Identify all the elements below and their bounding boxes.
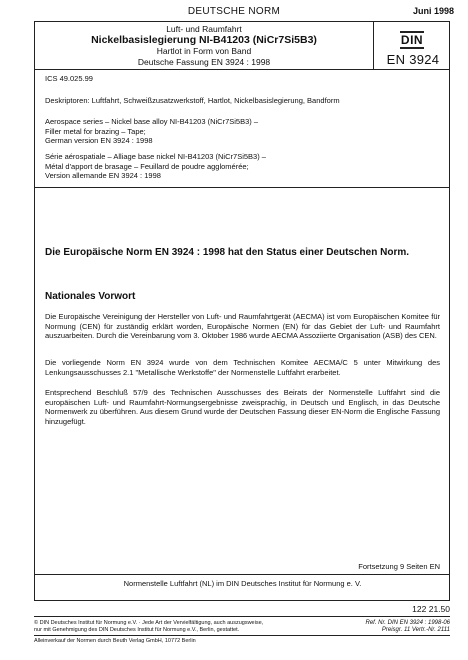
document-title: Nickelbasislegierung NI-B41203 (NiCr7Si5B3) — [91, 34, 317, 46]
document-subtitle: Hartlot in Form von Band — [156, 46, 252, 56]
foreword-title: Nationales Vorwort — [45, 291, 136, 302]
copyright-line: nur mit Genehmigung des DIN Deutsches Institut für Normung e.V., Berlin, gestattet. — [34, 627, 240, 633]
english-title — [45, 117, 440, 146]
descriptors: Deskriptoren: Luftfahrt, Schweißzusatzwerkstoff, Hartlot, Nickelbasislegierung, Bandform — [45, 96, 340, 105]
din-logo-text: DIN — [400, 33, 424, 47]
foreword-paragraph-1: Die Europäische Vereinigung der Hersteller von Luft- und Raumfahrtgerät (AECMA) ist vom Europäischen Komitee für Normung (CEN) für zuständig erklärt worden, Europäische Normen (EN) für das Gebiet der Luft- und Raumfahrt auszuarbeiten. Durch die Vereinbarung vom 3. Oktober 1986 wurde AECMA Assoziierte Organisation (ASB) des CEN. — [45, 312, 440, 341]
status-statement: Die Europäische Norm EN 3924 : 1998 hat den Status einer Deutschen Norm. — [45, 247, 410, 258]
copyright-line: © DIN Deutsches Institut für Normung e.V. · Jede Art der Vervielfältigung, auch auszugsweise, — [34, 620, 264, 626]
reference-block — [366, 620, 450, 634]
subject-line: Luft- und Raumfahrt — [166, 24, 242, 34]
english-line: Aerospace series – Nickel base alloy NI-B41203 (NiCr7Si5B3) – — [45, 117, 259, 126]
french-line: Version allemande EN 3924 : 1998 — [45, 171, 161, 181]
foreword-paragraph-3: Entsprechend Beschluß 57/9 des Technischen Ausschusses des Beirats der Normenstelle Luftfahrt sind die europäischen Luft- und Raumfahrt-Normungsergebnisse zweisprachig, in Deutsch und Englisch, in das Deutsche Normenwerk zu überführen. Aus diesem Grund wurde der Deutschen Fassung dieser EN-Norm die Englische Fassung hinzugefügt. — [45, 388, 440, 426]
bottom-rule — [34, 616, 450, 617]
continuation-note: Fortsetzung 9 Seiten EN — [358, 562, 440, 571]
foreword-paragraph-2: Die vorliegende Norm EN 3924 wurde von dem Technischen Komitee AECMA/C 5 unter Mitwirkung des Lenkungsausschusses 2.1 "Metallische Werkstoffe" der Normenstelle Luftfahrt erarbeitet. — [45, 358, 440, 377]
header-rule — [35, 69, 449, 70]
footer-rule — [35, 574, 449, 575]
standard-number: EN 3924 — [386, 52, 440, 67]
header-titles — [35, 24, 373, 68]
french-line: Série aérospatiale – Alliage base nickel NI-B41203 (NiCr7Si5B3) – — [45, 152, 266, 161]
price-group-code: 122 21.50 — [412, 604, 450, 614]
document-frame — [34, 21, 450, 601]
distribution-note: Alleinverkauf der Normen durch Beuth Verlag GmbH, 10772 Berlin — [34, 635, 450, 645]
standard-type: DEUTSCHE NORM — [187, 6, 281, 17]
copyright-notice — [34, 620, 294, 634]
din-logo — [373, 31, 451, 49]
french-line: Métal d'apport de brasage – Feuillard de poudre agglomérée; — [45, 161, 249, 171]
issue-date: Juni 1998 — [412, 6, 454, 16]
reference-number: Ref. Nr. DIN EN 3924 : 1998-06 — [365, 620, 450, 626]
english-line: Filler metal for brazing – Tape; — [45, 126, 146, 136]
french-title — [45, 152, 440, 181]
document-version: Deutsche Fassung EN 3924 : 1998 — [137, 57, 271, 67]
ics-code: ICS 49.025.99 — [45, 74, 93, 83]
english-line: German version EN 3924 : 1998 — [45, 136, 153, 146]
titles-rule — [35, 187, 449, 188]
price-line: Preisgr. 11 Vertr.-Nr. 2111 — [381, 627, 450, 633]
committee-line: Normenstelle Luftfahrt (NL) im DIN Deutsches Institut für Normung e. V. — [123, 579, 362, 588]
